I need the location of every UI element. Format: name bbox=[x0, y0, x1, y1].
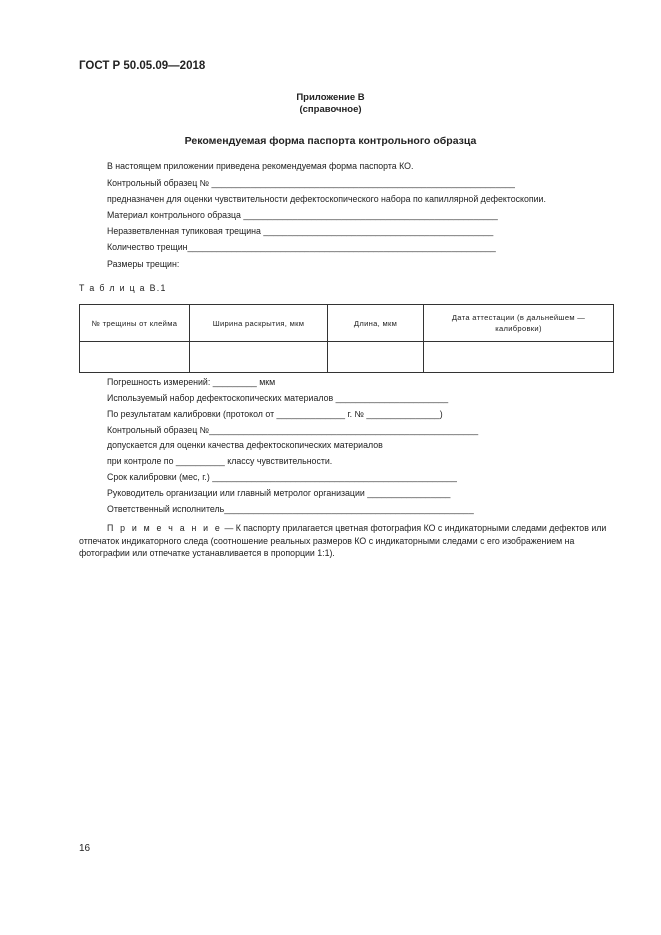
intro-line: Размеры трещин: bbox=[107, 259, 180, 269]
form-line: Руководитель организации или главный метролог организации _________________ bbox=[107, 488, 451, 498]
appendix-heading bbox=[0, 92, 661, 116]
appendix-subtitle: (справочное) bbox=[299, 104, 362, 115]
table-header-cell: Дата аттестации (в дальнейшем — калибровки) bbox=[424, 305, 614, 342]
form-line: допускается для оценки качества дефектоскопических материалов bbox=[107, 440, 383, 450]
note-text: — К паспорту прилагается цветная фотография КО с индикаторными следами дефектов или отпечаток индикаторного следа (соотношение реальных размеров КО с индикаторными следами с его изображением на фотографии или отпечатке устанавливается в пропорции 1:1). bbox=[79, 523, 607, 558]
intro-line: Количество трещин_______________________________________________________________ bbox=[107, 242, 496, 252]
appendix-title: Приложение В bbox=[296, 92, 365, 103]
document-header: ГОСТ Р 50.05.09—2018 bbox=[79, 60, 206, 72]
form-line: Ответственный исполнитель___________________________________________________ bbox=[107, 504, 474, 514]
note-label: П р и м е ч а н и е bbox=[107, 523, 223, 533]
form-line: Погрешность измерений: _________ мкм bbox=[107, 377, 276, 387]
intro-line: Материал контрольного образца ____________________________________________________ bbox=[107, 210, 498, 220]
form-line: По результатам калибровки (протокол от ______________ г. № _______________) bbox=[107, 409, 443, 419]
table-header-cell: Длина, мкм bbox=[328, 305, 424, 342]
form-line: Используемый набор дефектоскопических материалов _______________________ bbox=[107, 393, 449, 403]
table-cell bbox=[424, 342, 614, 373]
table-cell bbox=[80, 342, 190, 373]
form-line: Контрольный образец №_______________________________________________________ bbox=[107, 425, 479, 435]
table-cell bbox=[328, 342, 424, 373]
page-number: 16 bbox=[79, 843, 91, 854]
intro-line: Неразветвленная тупиковая трещина _______________________________________________ bbox=[107, 226, 494, 236]
note-paragraph bbox=[79, 522, 613, 560]
table-row bbox=[80, 342, 614, 373]
page-title: Рекомендуемая форма паспорта контрольного образца bbox=[184, 135, 477, 147]
table-header-cell: Ширина раскрытия, мкм bbox=[190, 305, 328, 342]
crack-table bbox=[79, 304, 614, 373]
form-line: Срок калибровки (мес, г.) __________________________________________________ bbox=[107, 472, 457, 482]
intro-line: В настоящем приложении приведена рекомендуемая форма паспорта КО. bbox=[107, 161, 414, 171]
table-cell bbox=[190, 342, 328, 373]
intro-line: Контрольный образец № ______________________________________________________________ bbox=[107, 178, 515, 188]
table-header-row bbox=[80, 305, 614, 342]
form-line: при контроле по __________ классу чувствительности. bbox=[107, 456, 333, 466]
table-caption: Т а б л и ц а В.1 bbox=[79, 283, 167, 293]
table-header-cell: № трещины от клейма bbox=[80, 305, 190, 342]
intro-line: предназначен для оценки чувствительности дефектоскопического набора по капиллярной дефектоскопии. bbox=[107, 194, 546, 204]
